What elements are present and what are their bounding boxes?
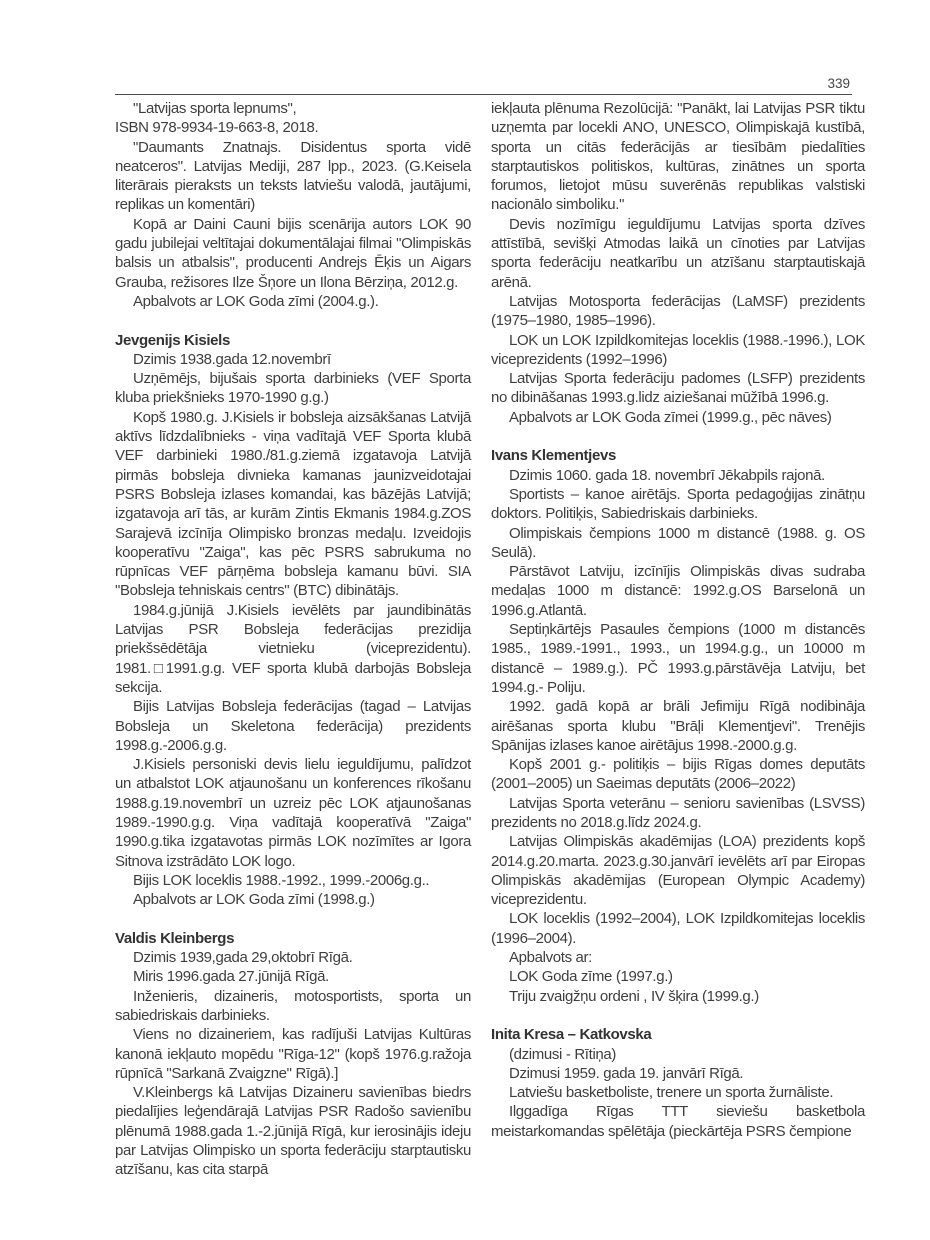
- paragraph: Kopš 2001 g.- politiķis – bijis Rīgas domes deputāts (2001–2005) un Saeimas deputāts (2006–2022): [491, 756, 865, 793]
- paragraph: Dzimis 1939,gada 29,oktobrī Rīgā.: [133, 949, 353, 967]
- paragraph: Dzimis 1938.gada 12.novembrī: [133, 350, 331, 368]
- paragraph: Dzimis 1060. gada 18. novembrī Jēkabpils rajonā.: [509, 466, 825, 484]
- right-column: [491, 99, 865, 1180]
- paragraph: Inženieris, dizaineris, motosportists, sporta un sabiedriskais darbinieks.: [115, 987, 471, 1024]
- paragraph: LOK Goda zīme (1997.g.): [509, 968, 673, 986]
- paragraph: J.Kisiels personiski devis lielu ieguldījumu, palīdzot un atbalstot LOK atjaunošanu un konferences rīkošanu 1988.g.19.novembrī un uzreiz pēc LOK atjaunošanas 1989.-1990.g.g. Viņa vadītajā kooperatīvā "Zaiga" 1990.g.tika izgatavotas pirmās LOK nozīmītes ar Igora Sitnova izstrādāto LOK logo.: [115, 756, 471, 870]
- header-rule: [115, 94, 852, 95]
- paragraph: Kopā ar Daini Cauni bijis scenārija autors LOK 90 gadu jubilejai veltītajai dokumentālajai filmai "Olimpiskās balsis un atbalsis", producenti Andrejs Ēķis un Aigars Grauba, režisores Ilze Šņore un Ilona Bērziņa, 2012.g.: [115, 215, 471, 291]
- paragraph: Latvijas Olimpiskās akadēmijas (LOA) prezidents kopš 2014.g.20.marta. 2023.g.30.janvārī ievēlēts arī par Eiropas Olimpiskās akadēmijas (European Olympic Academy) viceprezidentu.: [491, 833, 865, 909]
- paragraph: Kopš 1980.g. J.Kisiels ir bobsleja aizsākšanas Latvijā aktīvs līdzdalībnieks - viņa vadītajā VEF Sporta klubā VEF darbinieki 1980./81.g.ziemā izgatavoja Latvijā pirmās bobsleja divnieka kamanas jaunizveidotajai PSRS Bobsleja izlases komandai, kas bāzējās Latvijā; izgatavoja arī tās, ar kurām Zintis Ekmanis 1984.g.ZOS Sarajevā izcīnīja Olimpisko bronzas medaļu. Izveidojis kooperatīvu "Zaiga", kas pēc PSRS sabrukuma no rūpnīcas VEF pārņēma bobsleja kamanu būvi. SIA "Bobsleja tehniskais centrs" (BTC) dibinātājs.: [115, 408, 471, 600]
- section-heading: Ivans Klementjevs: [491, 447, 616, 465]
- paragraph: Bijis Latvijas Bobsleja federācijas (tagad – Latvijas Bobsleja un Skeletona federācija) prezidents 1998.g.-2006.g.g.: [115, 698, 471, 754]
- page-number: 339: [827, 76, 850, 91]
- paragraph: Sportists – kanoe airētājs. Sporta pedagoģijas zinātņu doktors. Politiķis, Sabiedriskais darbinieks.: [491, 485, 865, 523]
- paragraph: Miris 1996.gada 27.jūnijā Rīgā.: [133, 968, 329, 986]
- paragraph: Latviešu basketboliste, trenere un sporta žurnāliste.: [509, 1084, 834, 1102]
- paragraph: Apbalvots ar LOK Goda zīmei (1999.g., pēc nāves): [509, 408, 832, 426]
- text-columns: [115, 99, 865, 1180]
- paragraph: 1992. gadā kopā ar brāli Jefimiju Rīgā nodibināja airēšanas sporta klubu "Brāļi Klementjevi". Trenējis Spānijas izlases kanoe airētājus 1998.-2000.g.g.: [491, 698, 865, 754]
- paragraph: (dzimusi - Rītiņa): [509, 1045, 617, 1063]
- paragraph: Triju zvaigžņu ordeni , IV šķira (1999.g.): [509, 987, 759, 1005]
- section-heading: Valdis Kleinbergs: [115, 929, 235, 947]
- paragraph: Bijis LOK loceklis 1988.-1992., 1999.-2006g.g..: [133, 871, 430, 889]
- paragraph: 1984.g.jūnijā J.Kisiels ievēlēts par jaundibinātās Latvijas PSR Bobsleja federācijas prezidija priekšsēdētāja vietnieku (viceprezidentu). 1981.□1991.g.g. VEF sporta klubā darbojās Bobsleja sekcija.: [115, 601, 471, 696]
- paragraph: Latvijas Sporta veterānu – senioru savienības (LSVSS) prezidents no 2018.g.līdz 2024.g.: [491, 794, 865, 831]
- paragraph: Apbalvots ar:: [509, 949, 592, 967]
- paragraph: LOK un LOK Izpildkomitejas loceklis (1988.-1996.), LOK viceprezidents (1992–1996): [491, 331, 865, 368]
- paragraph: Ilggadīga Rīgas TTT sieviešu basketbola meistarkomandas spēlētāja (pieckārtēja PSRS čempione: [491, 1103, 865, 1140]
- section-heading: Jevgenijs Kisiels: [115, 331, 230, 349]
- paragraph: Latvijas Motosporta federācijas (LaMSF) prezidents (1975–1980, 1985–1996).: [491, 292, 865, 330]
- paragraph: Septiņkārtējs Pasaules čempions (1000 m distancēs 1985., 1989.-1991., 1993., un 1994.g.g., un 10000 m distancē – 1989.g.). PČ 1993.g.pārstāvēja Latviju, bet 1994.g.- Poliju.: [491, 621, 865, 696]
- paragraph: Devis nozīmīgu ieguldījumu Latvijas sporta dzīves attīstībā, sevišķi Atmodas laikā un cīnoties par Latvijas sporta federāciju neatkarību un atzīšanu starptautiskajā arēnā.: [491, 215, 865, 291]
- paragraph: Dzimusi 1959. gada 19. janvārī Rīgā.: [509, 1064, 744, 1082]
- paragraph: ISBN 978-9934-19-663-8, 2018.: [115, 119, 319, 137]
- section-heading: Inita Kresa – Katkovska: [491, 1026, 652, 1044]
- paragraph: Olimpiskais čempions 1000 m distancē (1988. g. OS Seulā).: [491, 524, 865, 561]
- paragraph: iekļauta plēnuma Rezolūcijā: "Panākt, lai Latvijas PSR tiktu uzņemta par locekli ANO, UNESCO, Olimpiskajā kustībā, sporta un citās federācijās ar tiesībām piedalīties starptautiskos politiskos, kultūras, zinātnes un sporta forumos, lietojot mūsu suverēnās republikas valstiski nacionālo simboliku.": [491, 100, 865, 214]
- paragraph: LOK loceklis (1992–2004), LOK Izpildkomitejas loceklis (1996–2004).: [491, 910, 865, 947]
- paragraph: Viens no dizaineriem, kas radījuši Latvijas Kultūras kanonā iekļauto mopēdu "Rīga-12" (kopš 1976.g.ražoja rūpnīcā "Sarkanā Zvaigzne" Rīgā).]: [115, 1026, 471, 1082]
- left-column: [115, 99, 471, 1180]
- paragraph: "Latvijas sporta lepnums",: [133, 100, 297, 117]
- paragraph: Latvijas Sporta federāciju padomes (LSFP) prezidents no dibināšanas 1993.g.lidz aiziešanai mūžībā 1996.g.: [491, 370, 865, 407]
- paragraph: V.Kleinbergs kā Latvijas Dizaineru savienības biedrs piedalījies leģendārajā Latvijas PSR Radošo savienību plēnumā 1988.gada 1.-2.jūnijā Rīgā, kur ierosinājis ideju par Latvijas Olimpisko un sporta federāciju starptautisku atzīšanu, kas cita starpā: [115, 1084, 471, 1179]
- paragraph: Apbalvots ar LOK Goda zīmi (1998.g.): [133, 891, 375, 909]
- paragraph: Uzņēmējs, bijušais sporta darbinieks (VEF Sporta kluba priekšnieks 1970-1990 g.g.): [115, 370, 471, 407]
- paragraph: Pārstāvot Latviju, izcīnījis Olimpiskās divas sudraba medaļas 1000 m distancē: 1992.g.OS Barselonā un 1996.g.Atlantā.: [491, 563, 865, 619]
- paragraph: Apbalvots ar LOK Goda zīmi (2004.g.).: [133, 292, 379, 310]
- paragraph: "Daumants Znatnajs. Disidentus sporta vidē neatceros". Latvijas Mediji, 287 lpp., 2023. (G.Keisela literārais pieraksts un teksts latviešu valodā, jautājumi, replikas un komentāri): [115, 138, 471, 214]
